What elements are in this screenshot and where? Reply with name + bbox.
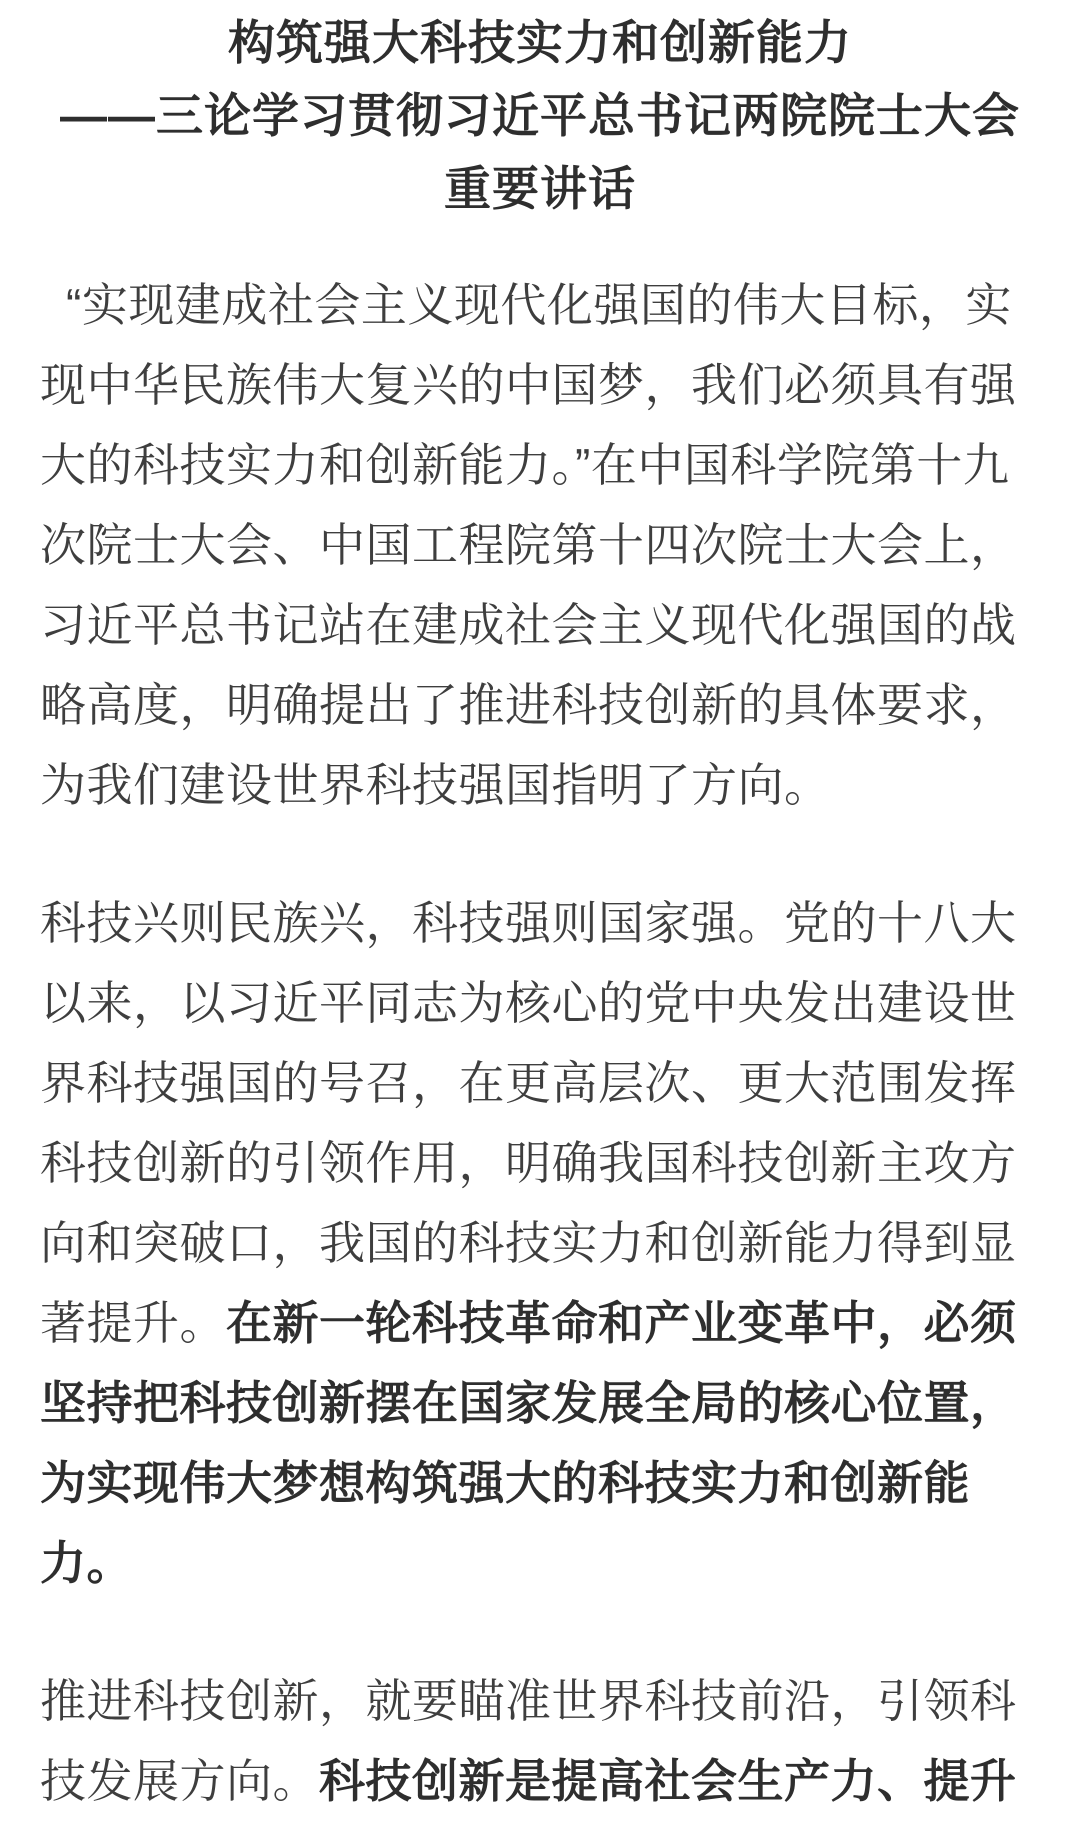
article-body (40, 265, 1040, 1821)
text-run-bold: 科技创新是提高社会生产力、提升 (319, 1755, 1017, 1807)
text-run-bold: 在新一轮科技革命和产业变革中，必须坚持把科技创新摆在国家发展全局的核心位置，为实现伟大梦想构筑强大的科技实力和创新能力。 (40, 1297, 1017, 1589)
article-subtitle: ——三论学习贯彻习近平总书记两院院士大会重要讲话 (60, 89, 1020, 215)
paragraph (40, 1661, 1040, 1821)
text-run: 推进科技创新，就要瞄准世界科技前沿，引领科技发展方向。 (40, 1675, 1017, 1807)
paragraph (40, 883, 1040, 1603)
paragraph (40, 265, 1040, 825)
article-title: 构筑强大科技实力和创新能力 (228, 16, 852, 69)
text-run: “实现建成社会主义现代化强国的伟大目标，实现中华民族伟大复兴的中国梦，我们必须具有强大的科技实力和创新能力。”在中国科学院第十九次院士大会、中国工程院第十四次院士大会上，习近平总书记站在建成社会主义现代化强国的战略高度，明确提出了推进科技创新的具体要求，为我们建设世界科技强国指明了方向。 (40, 279, 1017, 811)
text-run: 科技兴则民族兴，科技强则国家强。党的十八大以来，以习近平同志为核心的党中央发出建设世界科技强国的号召，在更高层次、更大范围发挥科技创新的引领作用，明确我国科技创新主攻方向和突破口，我国的科技实力和创新能力得到显著提升。 (40, 897, 1017, 1349)
